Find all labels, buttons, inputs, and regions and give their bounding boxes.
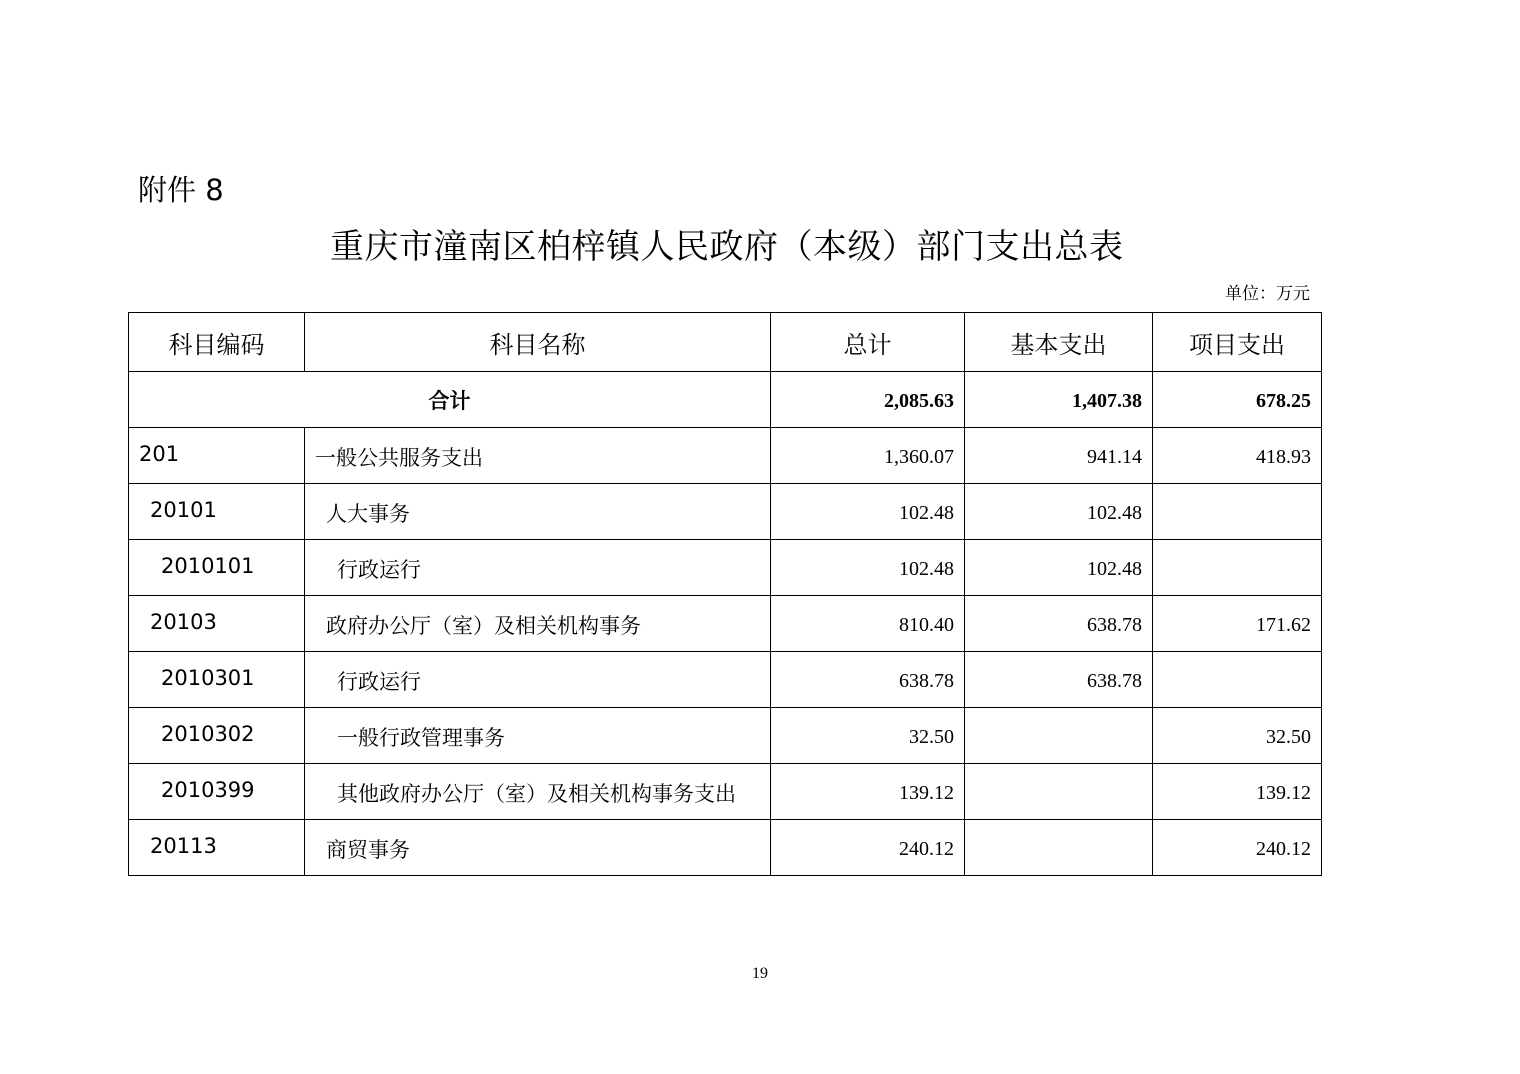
table-row: [129, 652, 1322, 708]
row-code: 20103: [129, 596, 305, 652]
expense-summary-table: [128, 312, 1322, 876]
row-basic: [965, 764, 1153, 820]
row-project: 139.12: [1153, 764, 1322, 820]
header-name: 科目名称: [305, 313, 771, 372]
row-name: 一般行政管理事务: [305, 708, 771, 764]
header-basic: 基本支出: [965, 313, 1153, 372]
row-project: 240.12: [1153, 820, 1322, 876]
attachment-label: 附件 8: [138, 173, 224, 207]
total-row: [129, 372, 1322, 428]
table-row: [129, 428, 1322, 484]
header-project: 项目支出: [1153, 313, 1322, 372]
row-project: 418.93: [1153, 428, 1322, 484]
row-total: 1,360.07: [771, 428, 965, 484]
row-project: [1153, 484, 1322, 540]
row-code: 2010399: [129, 764, 305, 820]
row-project: [1153, 540, 1322, 596]
total-basic: 1,407.38: [965, 372, 1153, 428]
row-basic: 638.78: [965, 652, 1153, 708]
table-header-row: [129, 313, 1322, 372]
row-name: 人大事务: [305, 484, 771, 540]
row-name: 其他政府办公厅（室）及相关机构事务支出: [305, 764, 771, 820]
table-row: [129, 764, 1322, 820]
row-total: 810.40: [771, 596, 965, 652]
row-name: 行政运行: [305, 540, 771, 596]
row-code: 2010301: [129, 652, 305, 708]
table-row: [129, 484, 1322, 540]
total-label: 合计: [129, 372, 771, 428]
row-code: 201: [129, 428, 305, 484]
row-name: 行政运行: [305, 652, 771, 708]
page-title: 重庆市潼南区柏梓镇人民政府（本级）部门支出总表: [330, 227, 1124, 267]
table-row: [129, 596, 1322, 652]
row-total: 638.78: [771, 652, 965, 708]
header-code: 科目编码: [129, 313, 305, 372]
row-basic: 941.14: [965, 428, 1153, 484]
row-basic: 102.48: [965, 484, 1153, 540]
row-name: 商贸事务: [305, 820, 771, 876]
total-project: 678.25: [1153, 372, 1322, 428]
row-total: 102.48: [771, 540, 965, 596]
row-name: 一般公共服务支出: [305, 428, 771, 484]
row-code: 2010101: [129, 540, 305, 596]
total-value: 2,085.63: [771, 372, 965, 428]
row-code: 2010302: [129, 708, 305, 764]
row-basic: [965, 820, 1153, 876]
row-total: 32.50: [771, 708, 965, 764]
table-row: [129, 820, 1322, 876]
row-project: 171.62: [1153, 596, 1322, 652]
row-code: 20101: [129, 484, 305, 540]
unit-label: 单位：万元: [1225, 284, 1310, 304]
row-basic: 638.78: [965, 596, 1153, 652]
row-total: 240.12: [771, 820, 965, 876]
row-project: [1153, 652, 1322, 708]
row-code: 20113: [129, 820, 305, 876]
row-project: 32.50: [1153, 708, 1322, 764]
row-basic: [965, 708, 1153, 764]
table-row: [129, 708, 1322, 764]
table-row: [129, 540, 1322, 596]
page-number: 19: [752, 965, 768, 982]
header-total: 总计: [771, 313, 965, 372]
row-name: 政府办公厅（室）及相关机构事务: [305, 596, 771, 652]
row-total: 139.12: [771, 764, 965, 820]
row-basic: 102.48: [965, 540, 1153, 596]
row-total: 102.48: [771, 484, 965, 540]
